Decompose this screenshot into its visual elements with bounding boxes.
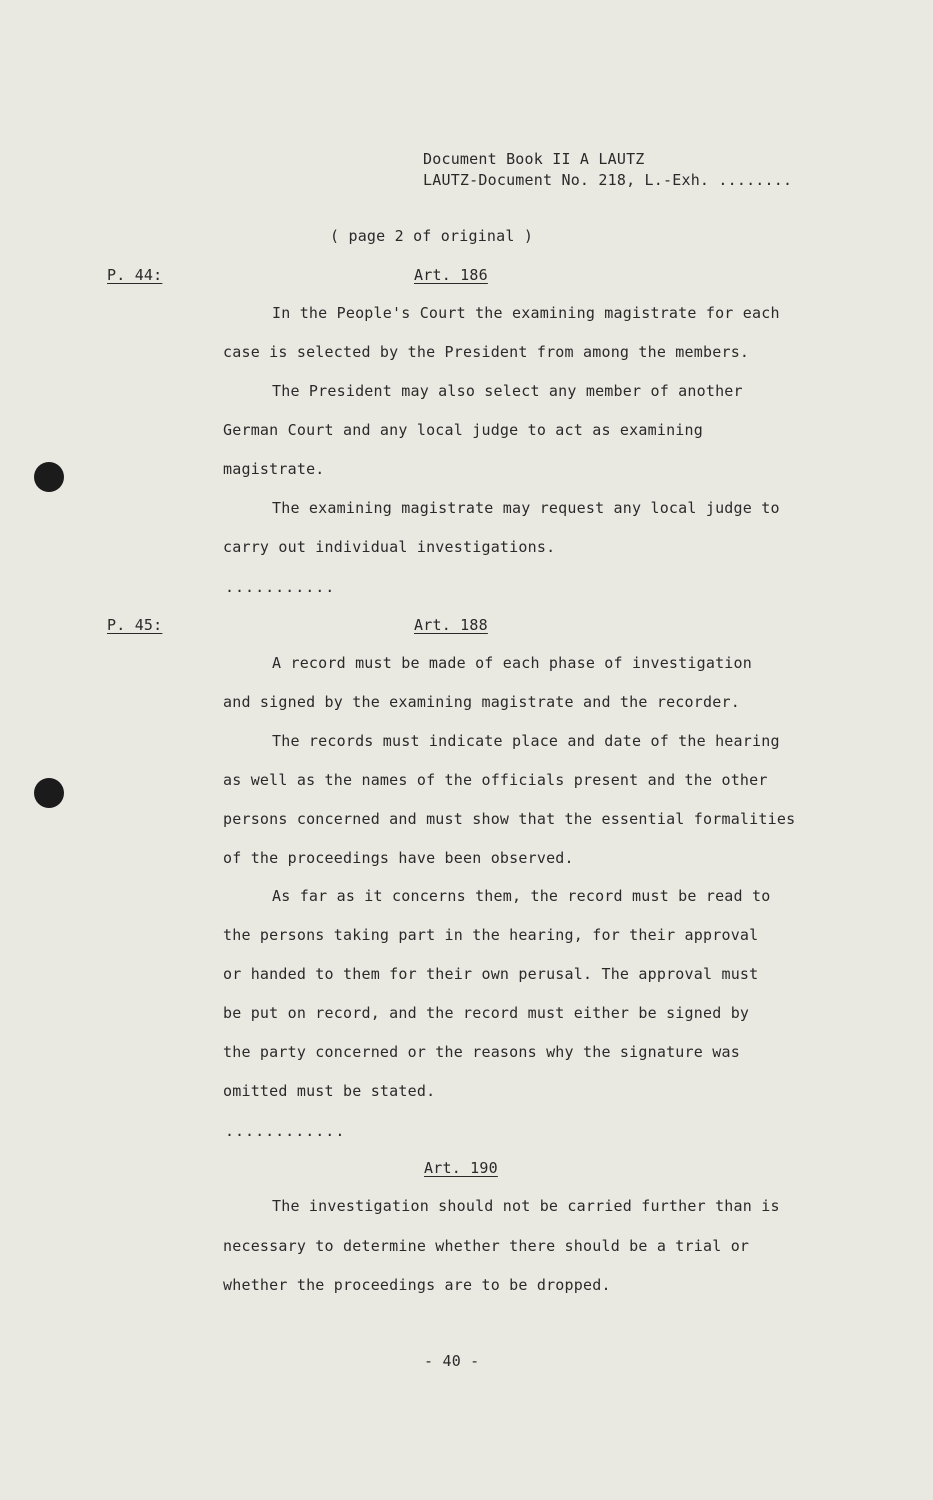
body-line: As far as it concerns them, the record must be read to — [272, 887, 771, 905]
margin-page-ref: P. 44: — [107, 266, 163, 284]
body-line: carry out individual investigations. — [223, 538, 556, 556]
body-line: German Court and any local judge to act as examining — [223, 421, 703, 439]
body-line: persons concerned and must show that the essential formalities — [223, 810, 796, 828]
page-reference: ( page 2 of original ) — [330, 227, 534, 245]
elision-dots: ............ — [225, 1122, 346, 1140]
body-line: A record must be made of each phase of investigation — [272, 654, 752, 672]
body-line: whether the proceedings are to be dropped. — [223, 1276, 611, 1294]
page-number: - 40 - — [424, 1352, 480, 1370]
article-title: Art. 186 — [414, 266, 488, 284]
body-line: the persons taking part in the hearing, for their approval — [223, 926, 759, 944]
article-title: Art. 190 — [424, 1159, 498, 1177]
body-line: or handed to them for their own perusal. The approval must — [223, 965, 759, 983]
body-line: In the People's Court the examining magistrate for each — [272, 304, 780, 322]
body-line: be put on record, and the record must either be signed by — [223, 1004, 750, 1022]
body-line: The records must indicate place and date of the hearing — [272, 732, 780, 750]
header-line-2: LAUTZ-Document No. 218, L.-Exh. ........ — [423, 171, 793, 189]
body-line: The investigation should not be carried further than is — [272, 1197, 780, 1215]
body-line: as well as the names of the officials present and the other — [223, 771, 768, 789]
body-line: necessary to determine whether there should be a trial or — [223, 1237, 750, 1255]
body-line: The examining magistrate may request any local judge to — [272, 499, 780, 517]
body-line: and signed by the examining magistrate and the recorder. — [223, 693, 740, 711]
body-line: omitted must be stated. — [223, 1082, 436, 1100]
body-line: case is selected by the President from among the members. — [223, 343, 750, 361]
punch-hole — [34, 462, 64, 492]
punch-hole — [34, 778, 64, 808]
header-line-1: Document Book II A LAUTZ — [423, 150, 645, 168]
body-line: of the proceedings have been observed. — [223, 849, 574, 867]
body-line: the party concerned or the reasons why the signature was — [223, 1043, 740, 1061]
margin-page-ref: P. 45: — [107, 616, 163, 634]
body-line: magistrate. — [223, 460, 325, 478]
article-title: Art. 188 — [414, 616, 488, 634]
body-line: The President may also select any member of another — [272, 382, 743, 400]
elision-dots: ........... — [225, 578, 336, 596]
